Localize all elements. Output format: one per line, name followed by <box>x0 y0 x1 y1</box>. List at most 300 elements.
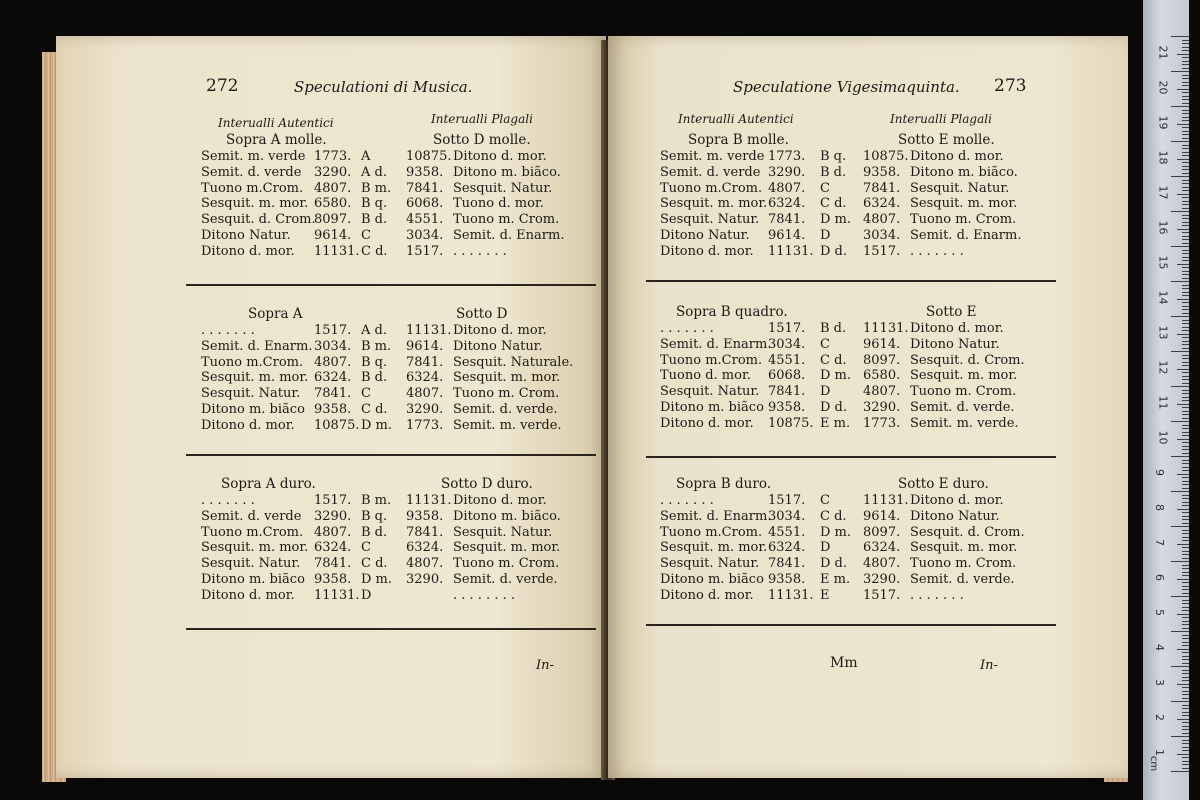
ruler-tick <box>1171 351 1189 352</box>
ruler-unit: cm <box>1148 755 1160 772</box>
interval-name: . . . . . . . <box>660 321 714 336</box>
plagal-value: 9358. <box>406 164 444 180</box>
table-row <box>608 181 1128 197</box>
plagal-value: 6580. <box>863 368 901 384</box>
ruler-tick <box>1177 614 1189 615</box>
interval-name: Tuono m.Crom. <box>660 180 763 196</box>
ruler-tick <box>1182 565 1189 566</box>
ruler-tick <box>1182 117 1189 118</box>
ruler-tick <box>1182 225 1189 226</box>
table-row <box>56 402 606 418</box>
ruler-tick <box>1182 652 1189 653</box>
interval-value: 7841. <box>314 386 352 402</box>
table-row <box>56 212 606 228</box>
interval-name: Semit. d. verde <box>201 164 302 180</box>
note-name: C <box>820 336 830 352</box>
table-row <box>608 165 1128 181</box>
ruler-tick <box>1182 155 1189 156</box>
ruler-tick <box>1182 173 1189 174</box>
ruler-tick <box>1182 47 1189 48</box>
plagal-value: 3290. <box>406 402 444 417</box>
interval-value: 3290. <box>314 164 352 180</box>
table-row <box>56 525 606 541</box>
ruler-tick <box>1182 110 1189 111</box>
interval-name: . . . . . . . <box>660 493 714 508</box>
plagal-value: 7841. <box>406 524 444 540</box>
interval-value: 4807. <box>768 180 806 196</box>
plagal-name: Sesquit. d. Crom. <box>910 524 1025 540</box>
col-header-autentici: Interualli Autentici <box>218 116 334 130</box>
interval-name: Semit. d. verde <box>201 508 302 524</box>
ruler-tick <box>1182 768 1189 769</box>
ruler-tick <box>1182 99 1189 100</box>
ruler-tick <box>1182 488 1189 489</box>
note-name: A <box>361 149 371 164</box>
ruler-tick <box>1182 677 1189 678</box>
ruler-tick <box>1182 362 1189 363</box>
ruler-tick <box>1182 621 1189 622</box>
note-name: B m. <box>361 180 392 196</box>
catchword: In- <box>980 658 998 673</box>
interval-value: 6324. <box>314 540 352 556</box>
plagal-name: Ditono m. biãco. <box>453 508 561 524</box>
interval-value: 10875. <box>768 415 814 431</box>
ruler-tick <box>1177 649 1189 650</box>
table-row <box>56 323 606 339</box>
ruler-tick <box>1182 477 1189 478</box>
ruler-tick <box>1171 736 1189 737</box>
ruler-tick <box>1182 558 1189 559</box>
section-title-sotto: Sotto D <box>456 306 508 322</box>
plagal-name: Ditono Natur. <box>453 338 543 354</box>
ruler-number: 10 <box>1156 430 1170 445</box>
ruler-tick <box>1182 694 1189 695</box>
plagal-value: 3290. <box>863 572 901 587</box>
interval-value: 4551. <box>768 524 806 540</box>
ruler-tick <box>1182 582 1189 583</box>
ruler-tick <box>1171 631 1189 632</box>
ruler-tick <box>1182 463 1189 464</box>
interval-name: Semit. d. Enarm. <box>660 508 772 524</box>
plagal-name: Sesquit. m. mor. <box>453 370 561 386</box>
interval-name: Ditono Natur. <box>660 228 750 243</box>
interval-name: Sesquit. Natur. <box>201 556 301 572</box>
ruler-tick <box>1182 365 1189 366</box>
running-head: Speculationi di Musica. <box>294 78 473 96</box>
plagal-value: 6324. <box>406 540 444 556</box>
table-row <box>608 212 1128 228</box>
plagal-value: 10875. <box>863 149 909 164</box>
ruler-number: 2 <box>1153 714 1166 721</box>
plagal-name: Tuono m. Crom. <box>910 384 1017 400</box>
ruler-tick <box>1182 271 1189 272</box>
ruler-tick <box>1182 162 1189 163</box>
ruler-tick <box>1182 708 1189 709</box>
table-row <box>608 572 1128 588</box>
table-row <box>56 556 606 572</box>
plagal-value: 8097. <box>863 352 901 368</box>
ruler-tick <box>1182 638 1189 639</box>
ruler-number: 17 <box>1156 185 1170 200</box>
ruler-tick <box>1182 428 1189 429</box>
ruler-tick <box>1171 456 1189 457</box>
note-name: C <box>361 540 371 556</box>
note-name: D d. <box>820 243 848 259</box>
ruler-tick <box>1182 519 1189 520</box>
table-row <box>56 509 606 525</box>
table-row <box>56 339 606 355</box>
note-name: D m. <box>361 572 393 587</box>
plagal-name: Sesquit. Naturale. <box>453 354 574 370</box>
note-name: C d. <box>361 556 388 572</box>
open-book <box>36 30 1126 782</box>
interval-name: Ditono Natur. <box>201 228 291 243</box>
plagal-name: Sesquit. d. Crom. <box>910 352 1025 368</box>
interval-name: Tuono d. mor. <box>660 368 751 384</box>
interval-value: 11131. <box>314 587 360 603</box>
table-row <box>608 540 1128 556</box>
plagal-name: Ditono d. mor. <box>910 149 1004 164</box>
plagal-name: Semit. d. Enarm. <box>910 228 1022 243</box>
page-number: 272 <box>206 76 239 96</box>
ruler-tick <box>1182 743 1189 744</box>
table-row <box>608 384 1128 400</box>
plagal-value: 4807. <box>406 386 444 402</box>
ruler-number: 9 <box>1153 469 1166 476</box>
interval-value: 7841. <box>768 556 806 572</box>
ruler-tick <box>1182 103 1189 104</box>
section-title-sopra: Sopra B quadro. <box>676 304 788 320</box>
ruler-tick <box>1171 386 1189 387</box>
ruler-tick <box>1182 236 1189 237</box>
section-rule <box>646 456 1056 458</box>
interval-value: 3034. <box>768 508 806 524</box>
interval-value: 1517. <box>314 493 352 508</box>
plagal-value: 9614. <box>863 508 901 524</box>
note-name: B m. <box>361 493 392 508</box>
table-row <box>608 228 1128 244</box>
note-name: C d. <box>820 196 847 212</box>
ruler-tick <box>1182 761 1189 762</box>
ruler-tick <box>1182 75 1189 76</box>
plagal-name: . . . . . . . <box>910 243 964 259</box>
ruler-tick <box>1182 208 1189 209</box>
table-row <box>608 321 1128 337</box>
ruler-tick <box>1182 726 1189 727</box>
note-name: B d. <box>820 321 847 336</box>
ruler-tick <box>1171 246 1189 247</box>
interval-name: Ditono d. mor. <box>660 415 754 431</box>
ruler-tick <box>1182 603 1189 604</box>
interval-value: 1517. <box>768 493 806 508</box>
ruler-tick <box>1182 372 1189 373</box>
interval-name: Sesquit. Natur. <box>201 386 301 402</box>
ruler-tick <box>1182 418 1189 419</box>
ruler-tick <box>1182 533 1189 534</box>
plagal-name: Sesquit. Natur. <box>453 524 553 540</box>
ruler-tick <box>1182 243 1189 244</box>
ruler-tick <box>1182 757 1189 758</box>
ruler-tick <box>1171 71 1189 72</box>
ruler-tick <box>1171 596 1189 597</box>
plagal-name: Sesquit. m. mor. <box>910 196 1018 212</box>
ruler-tick <box>1182 92 1189 93</box>
ruler-tick <box>1182 733 1189 734</box>
plagal-value: 4551. <box>406 212 444 228</box>
ruler-tick <box>1182 470 1189 471</box>
ruler-tick <box>1182 183 1189 184</box>
ruler-number: 15 <box>1156 255 1170 270</box>
plagal-name: Semit. d. verde. <box>453 402 558 417</box>
ruler-tick <box>1177 579 1189 580</box>
ruler-tick <box>1182 302 1189 303</box>
section-title-sotto: Sotto E molle. <box>898 132 995 148</box>
section-title-sopra: Sopra A <box>248 306 303 322</box>
ruler-tick <box>1171 701 1189 702</box>
ruler-tick <box>1182 253 1189 254</box>
ruler-tick <box>1182 288 1189 289</box>
interval-value: 10875. <box>314 417 360 433</box>
ruler-tick <box>1182 764 1189 765</box>
ruler-tick <box>1177 159 1189 160</box>
ruler-tick <box>1182 201 1189 202</box>
plagal-name: Semit. d. Enarm. <box>453 228 565 243</box>
ruler-tick <box>1182 320 1189 321</box>
interval-value: 3290. <box>314 508 352 524</box>
table-row <box>608 416 1128 432</box>
ruler-tick <box>1182 607 1189 608</box>
interval-name: Sesquit. Natur. <box>660 212 760 228</box>
ruler-tick <box>1177 544 1189 545</box>
interval-value: 1773. <box>314 149 352 164</box>
plagal-value: 9358. <box>406 508 444 524</box>
ruler-tick <box>1182 575 1189 576</box>
ruler-tick <box>1171 421 1189 422</box>
ruler-tick <box>1182 551 1189 552</box>
col-header-plagali: Interualli Plagali <box>890 112 992 126</box>
ruler-tick <box>1177 334 1189 335</box>
ruler-tick <box>1182 295 1189 296</box>
interval-name: Tuono m.Crom. <box>201 180 304 196</box>
plagal-name: Sesquit. Natur. <box>910 180 1010 196</box>
plagal-name: Semit. d. verde. <box>910 400 1015 415</box>
ruler-tick <box>1182 267 1189 268</box>
interval-name: Ditono d. mor. <box>201 243 295 259</box>
ruler-tick <box>1182 376 1189 377</box>
ruler-tick <box>1171 526 1189 527</box>
interval-value: 4807. <box>314 180 352 196</box>
ruler-tick <box>1182 180 1189 181</box>
ruler-tick <box>1177 369 1189 370</box>
ruler-tick <box>1182 187 1189 188</box>
interval-value: 9358. <box>768 572 806 587</box>
plagal-name: Tuono m. Crom. <box>910 212 1017 228</box>
interval-value: 7841. <box>768 384 806 400</box>
ruler-number: 6 <box>1153 574 1166 581</box>
ruler-tick <box>1182 348 1189 349</box>
plagal-value: 10875. <box>406 149 452 164</box>
signature-mark: Mm <box>830 655 858 671</box>
plagal-value: 1517. <box>863 243 901 259</box>
ruler-tick <box>1177 194 1189 195</box>
plagal-value: 8097. <box>863 524 901 540</box>
ruler-tick <box>1182 61 1189 62</box>
ruler-tick <box>1171 666 1189 667</box>
ruler-tick <box>1182 698 1189 699</box>
ruler-tick <box>1182 446 1189 447</box>
ruler-tick <box>1182 131 1189 132</box>
ruler-tick <box>1171 36 1189 37</box>
ruler-tick <box>1182 127 1189 128</box>
interval-value: 1517. <box>768 321 806 336</box>
section-title-sotto: Sotto E <box>926 304 977 320</box>
interval-value: 7841. <box>314 556 352 572</box>
note-name: D <box>820 540 831 556</box>
interval-name: Tuono m.Crom. <box>201 354 304 370</box>
ruler-number: 8 <box>1153 504 1166 511</box>
ruler-tick <box>1177 124 1189 125</box>
ruler-tick <box>1182 610 1189 611</box>
interval-name: Ditono m. biãco <box>201 572 305 587</box>
table-row <box>608 244 1128 260</box>
plagal-value: 6324. <box>863 540 901 556</box>
ruler-tick <box>1182 355 1189 356</box>
section-title-sotto: Sotto D duro. <box>441 476 533 492</box>
plagal-name: Semit. m. verde. <box>453 417 562 433</box>
interval-name: Sesquit. Natur. <box>660 384 760 400</box>
ruler-tick <box>1182 481 1189 482</box>
interval-value: 6324. <box>768 540 806 556</box>
ruler-tick <box>1182 512 1189 513</box>
table-row <box>56 588 606 604</box>
section-rule <box>186 628 596 630</box>
note-name: D m. <box>820 212 852 228</box>
ruler-tick <box>1182 750 1189 751</box>
note-name: E m. <box>820 415 851 431</box>
ruler-number: 14 <box>1156 290 1170 305</box>
ruler-number: 12 <box>1156 360 1170 375</box>
ruler-tick <box>1171 141 1189 142</box>
plagal-value: 11131. <box>406 493 452 508</box>
ruler-number: 16 <box>1156 220 1170 235</box>
plagal-name: Tuono m. Crom. <box>453 556 560 572</box>
ruler-tick <box>1182 292 1189 293</box>
plagal-value: 11131. <box>863 493 909 508</box>
section-title-sopra: Sopra A molle. <box>226 132 327 148</box>
ruler-tick <box>1182 78 1189 79</box>
ruler-tick <box>1182 85 1189 86</box>
ruler-tick <box>1182 215 1189 216</box>
note-name: D <box>820 228 831 243</box>
interval-value: 6068. <box>768 368 806 384</box>
ruler-tick <box>1171 106 1189 107</box>
ruler-tick <box>1182 309 1189 310</box>
table-row <box>56 493 606 509</box>
plagal-value: 6324. <box>406 370 444 386</box>
plagal-name: Ditono d. mor. <box>453 149 547 164</box>
interval-name: Tuono m.Crom. <box>660 524 763 540</box>
note-name: A d. <box>361 323 387 338</box>
table-row <box>56 540 606 556</box>
ruler-tick <box>1182 432 1189 433</box>
ruler-tick <box>1182 285 1189 286</box>
plagal-name: Ditono m. biãco. <box>453 164 561 180</box>
catchword: In- <box>536 658 554 673</box>
table-row <box>608 400 1128 416</box>
ruler-number: 21 <box>1156 45 1170 60</box>
plagal-value: 7841. <box>406 180 444 196</box>
interval-name: Semit. d. Enarm. <box>660 336 772 352</box>
interval-value: 6580. <box>314 196 352 212</box>
ruler-tick <box>1182 50 1189 51</box>
ruler-tick <box>1182 204 1189 205</box>
plagal-value: 1517. <box>863 587 901 603</box>
plagal-value: 7841. <box>863 180 901 196</box>
ruler-tick <box>1182 379 1189 380</box>
ruler-tick <box>1177 439 1189 440</box>
note-name: D <box>820 384 831 400</box>
interval-value: 9358. <box>314 402 352 417</box>
ruler-tick <box>1182 670 1189 671</box>
note-name: B q. <box>361 196 388 212</box>
interval-name: Semit. m. verde <box>660 149 765 164</box>
ruler-tick <box>1182 705 1189 706</box>
plagal-value: 4807. <box>406 556 444 572</box>
ruler-tick <box>1182 495 1189 496</box>
ruler-tick <box>1182 568 1189 569</box>
measuring-ruler <box>1143 0 1189 800</box>
plagal-value: 3290. <box>406 572 444 587</box>
plagal-name: Ditono m. biãco. <box>910 164 1018 180</box>
page-number: 273 <box>994 76 1027 96</box>
ruler-number: 4 <box>1153 644 1166 651</box>
ruler-tick <box>1182 344 1189 345</box>
plagal-name: Semit. d. verde. <box>910 572 1015 587</box>
interval-value: 11131. <box>768 587 814 603</box>
ruler-number: 19 <box>1156 115 1170 130</box>
ruler-tick <box>1182 425 1189 426</box>
ruler-tick <box>1182 747 1189 748</box>
table-row <box>608 493 1128 509</box>
plagal-value: 3034. <box>863 228 901 243</box>
interval-value: 4807. <box>314 524 352 540</box>
ruler-tick <box>1182 502 1189 503</box>
plagal-name: Ditono d. mor. <box>453 493 547 508</box>
ruler-tick <box>1182 414 1189 415</box>
table-row <box>608 588 1128 604</box>
ruler-tick <box>1182 673 1189 674</box>
plagal-name: Sesquit. m. mor. <box>910 368 1018 384</box>
interval-value: 9358. <box>768 400 806 415</box>
table-row <box>56 370 606 386</box>
note-name: D m. <box>820 368 852 384</box>
note-name: C d. <box>361 402 388 417</box>
ruler-number: 3 <box>1153 679 1166 686</box>
plagal-value: 11131. <box>863 321 909 336</box>
table-row <box>608 337 1128 353</box>
interval-value: 9614. <box>314 228 352 243</box>
plagal-value: 6068. <box>406 196 444 212</box>
ruler-tick <box>1171 211 1189 212</box>
ruler-tick <box>1182 523 1189 524</box>
ruler-tick <box>1182 152 1189 153</box>
note-name: B d. <box>361 524 388 540</box>
table-row <box>56 355 606 371</box>
ruler-tick <box>1182 680 1189 681</box>
ruler-tick <box>1182 407 1189 408</box>
interval-value: 1517. <box>314 323 352 338</box>
plagal-name: Tuono m. Crom. <box>910 556 1017 572</box>
